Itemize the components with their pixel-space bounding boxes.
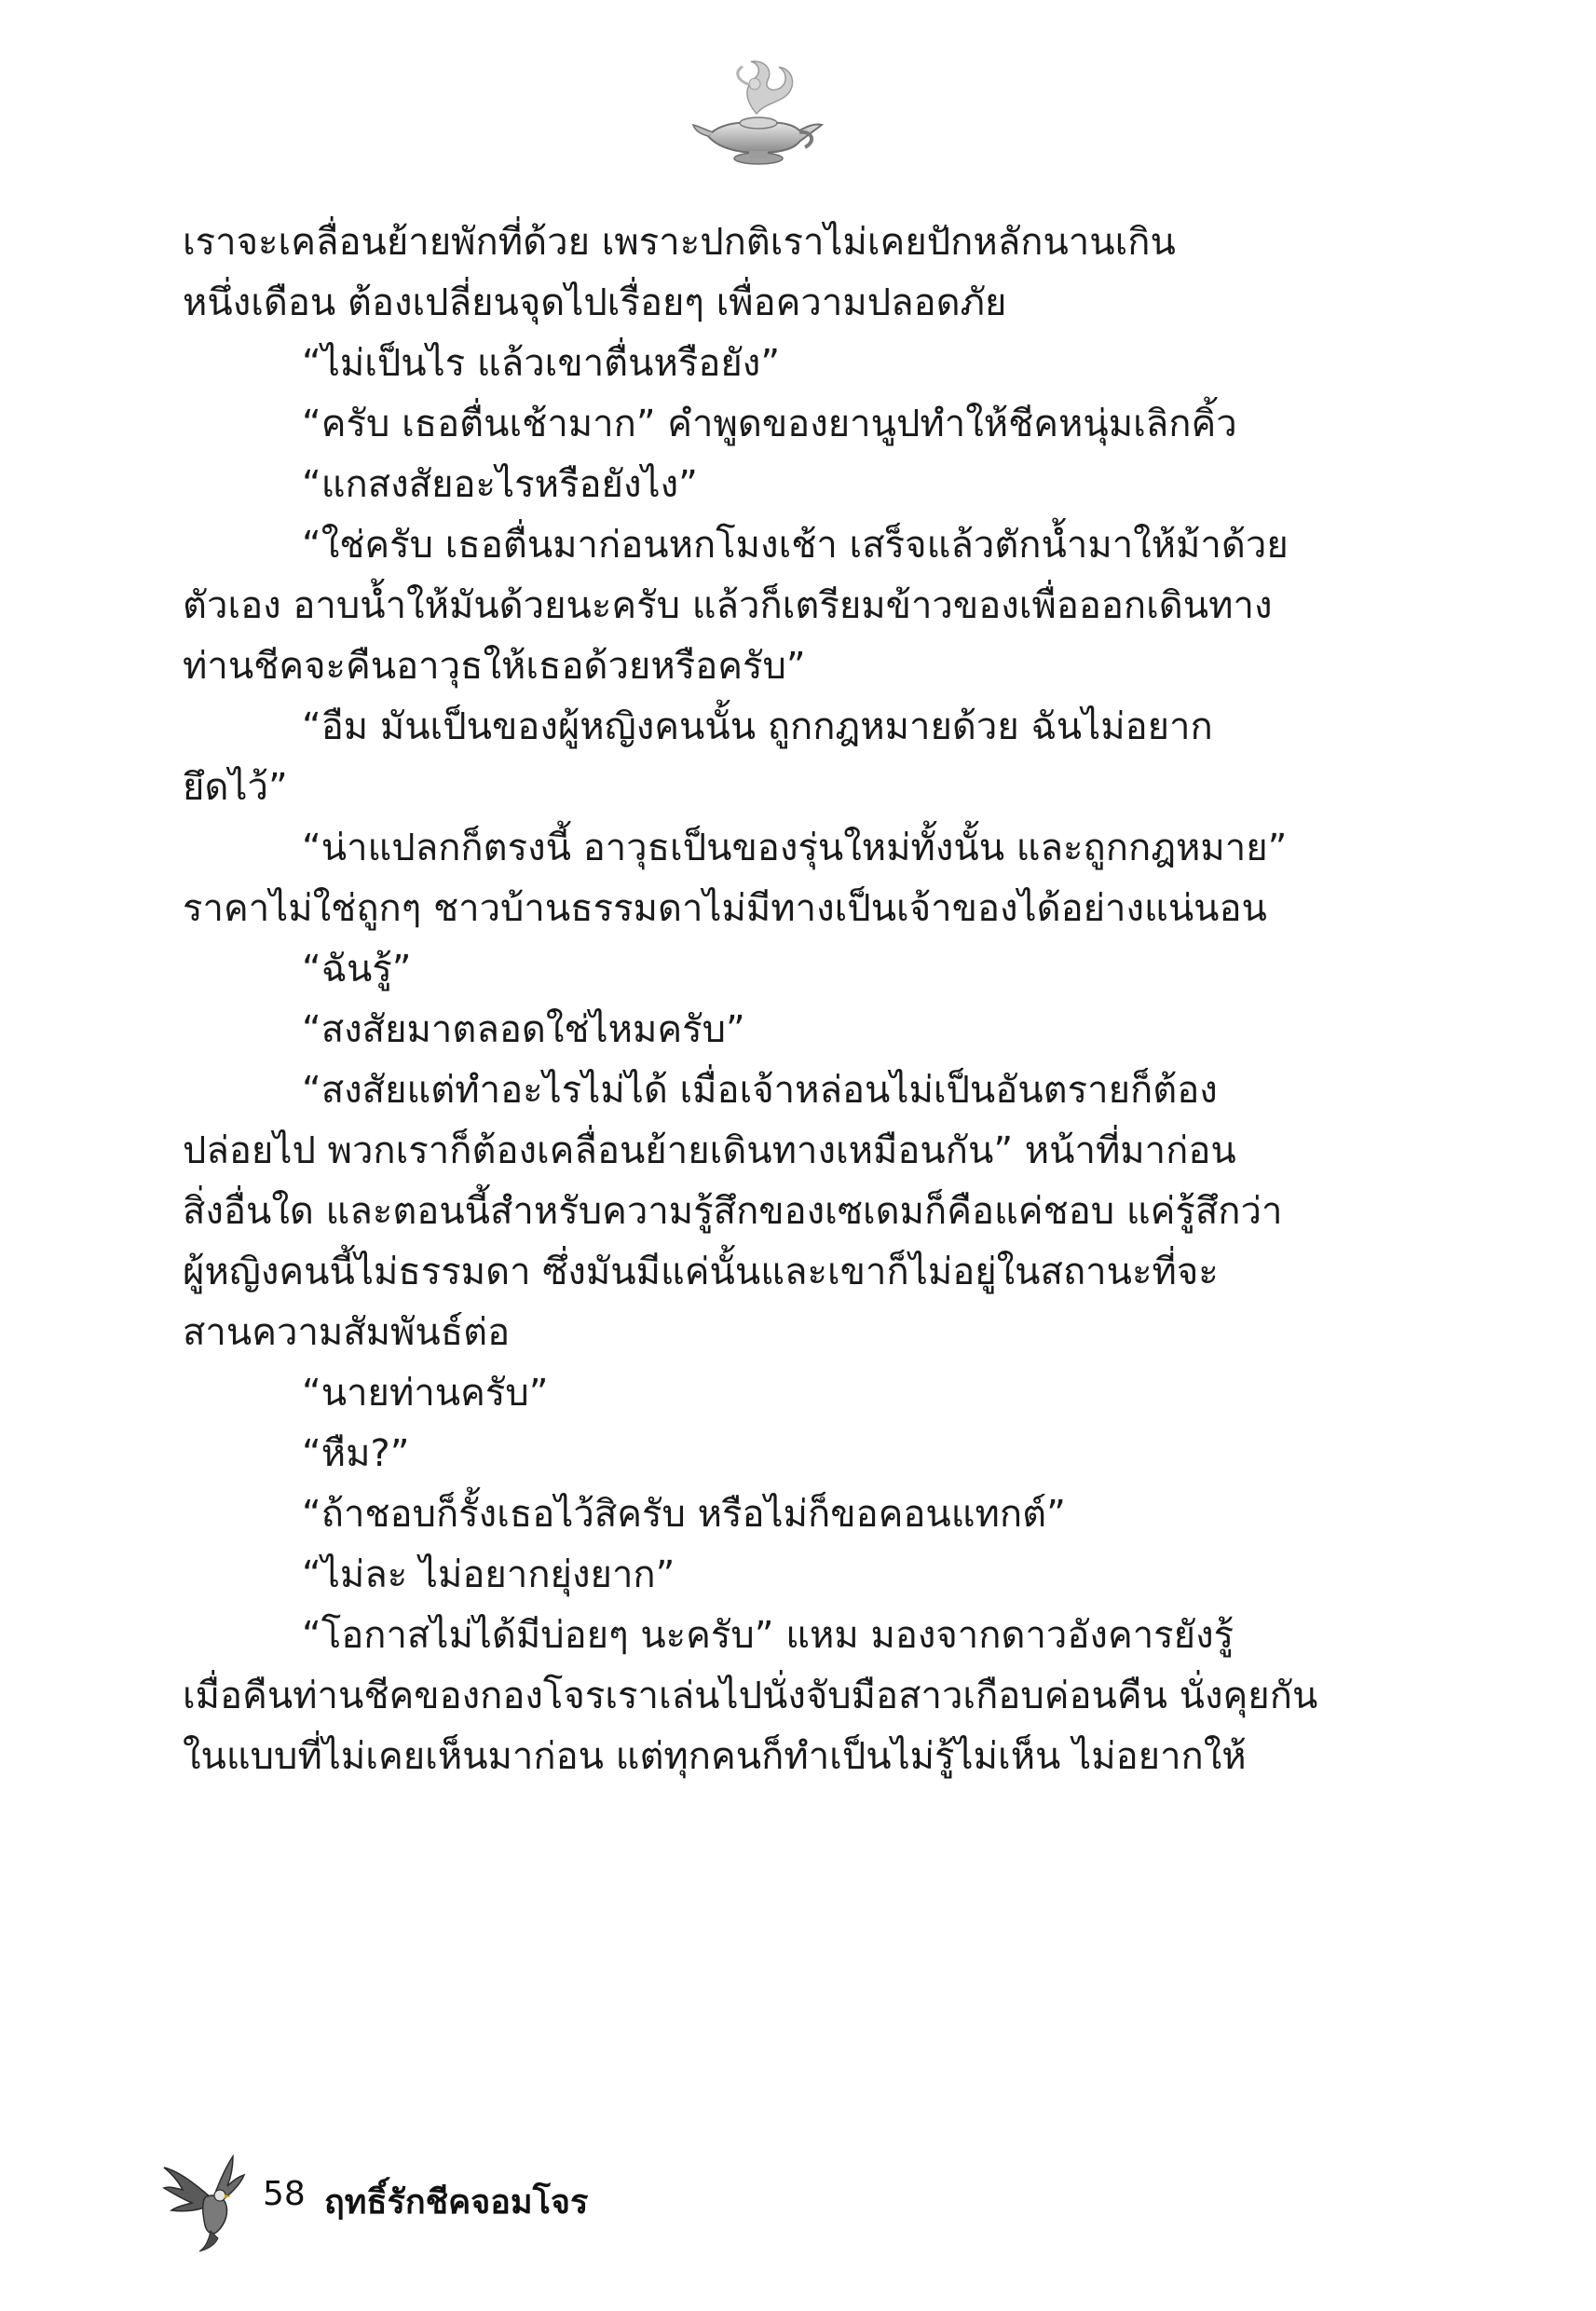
- text-line: ปล่อยไป พวกเราก็ต้องเคลื่อนย้ายเดินทางเหมือนกัน” หน้าที่มาก่อน: [183, 1129, 1236, 1172]
- text-line: “สงสัยแต่ทำอะไรไม่ได้ เมื่อเจ้าหล่อนไม่เป็นอันตรายก็ต้อง: [302, 1069, 1218, 1112]
- genie-lamp-icon: [689, 56, 829, 177]
- text-line: “ไม่เป็นไร แล้วเขาตื่นหรือยัง”: [302, 342, 781, 385]
- body-text: [183, 212, 1330, 1787]
- text-line: ในแบบที่ไม่เคยเห็นมาก่อน แต่ทุกคนก็ทำเป็นไม่รู้ไม่เห็น ไม่อยากให้: [183, 1735, 1247, 1778]
- text-line: “น่าแปลกก็ตรงนี้ อาวุธเป็นของรุ่นใหม่ทั้งนั้น และถูกกฎหมาย”: [302, 827, 1288, 869]
- text-line: ผู้หญิงคนนี้ไม่ธรรมดา ซึ่งมันมีแค่นั้นและเขาก็ไม่อยู่ในสถานะที่จะ: [183, 1251, 1219, 1293]
- text-line: เมื่อคืนท่านชีคของกองโจรเราเล่นไปนั่งจับมือสาวเกือบค่อนคืน นั่งคุยกัน: [183, 1675, 1318, 1717]
- text-line: “ครับ เธอตื่นเช้ามาก” คำพูดของยานูปทำให้ชีคหนุ่มเลิกคิ้ว: [302, 403, 1237, 445]
- page-number: 58: [263, 2175, 306, 2213]
- text-line: เราจะเคลื่อนย้ายพักที่ด้วย เพราะปกติเราไม่เคยปักหลักนานเกิน: [183, 221, 1176, 264]
- text-line: “แกสงสัยอะไรหรือยังไง”: [302, 463, 698, 506]
- text-line: สานความสัมพันธ์ต่อ: [183, 1311, 511, 1354]
- text-line: “ไม่ละ ไม่อยากยุ่งยาก”: [302, 1553, 675, 1596]
- page-footer: [158, 2143, 904, 2255]
- text-line: “อืม มันเป็นของผู้หญิงคนนั้น ถูกกฎหมายด้วย ฉันไม่อยาก: [302, 705, 1213, 748]
- text-line: ยึดไว้”: [183, 766, 288, 809]
- book-title: ฤทธิ์รักชีคจอมโจร: [324, 2183, 589, 2222]
- text-line: ท่านชีคจะคืนอาวุธให้เธอด้วยหรือครับ”: [183, 645, 806, 688]
- text-line: “ใช่ครับ เธอตื่นมาก่อนหกโมงเช้า เสร็จแล้วตักน้ำมาให้ม้าด้วย: [302, 524, 1289, 567]
- text-line: “ฉันรู้”: [302, 948, 412, 991]
- text-line: ตัวเอง อาบน้ำให้มันด้วยนะครับ แล้วก็เตรียมข้าวของเพื่อออกเดินทาง: [183, 584, 1273, 627]
- eagle-icon: [158, 2143, 261, 2255]
- text-line: หนึ่งเดือน ต้องเปลี่ยนจุดไปเรื่อยๆ เพื่อความปลอดภัย: [183, 281, 1007, 324]
- text-line: “โอกาสไม่ได้มีบ่อยๆ นะครับ” แหม มองจากดาวอังคารยังรู้: [302, 1614, 1235, 1657]
- text-line: “นายท่านครับ”: [302, 1372, 549, 1415]
- text-line: ราคาไม่ใช่ถูกๆ ชาวบ้านธรรมดาไม่มีทางเป็นเจ้าของได้อย่างแน่นอน: [183, 887, 1267, 930]
- text-line: “ถ้าชอบก็รั้งเธอไว้สิครับ หรือไม่ก็ขอคอนแทกต์”: [302, 1493, 1066, 1536]
- text-line: “หืม?”: [302, 1432, 410, 1475]
- text-line: “สงสัยมาตลอดใช่ไหมครับ”: [302, 1008, 745, 1051]
- text-line: สิ่งอื่นใด และตอนนี้สำหรับความรู้สึกของเซเดมก็คือแค่ชอบ แค่รู้สึกว่า: [183, 1190, 1283, 1233]
